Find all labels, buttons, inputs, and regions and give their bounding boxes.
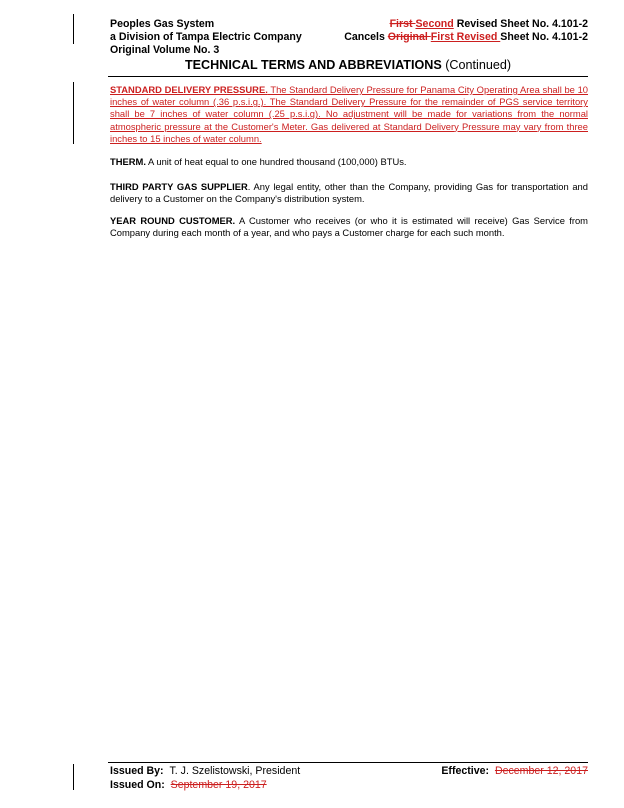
definition-standard-delivery-pressure [110, 84, 588, 145]
volume-label: Original Volume No. 3 [110, 44, 220, 56]
title-rule [108, 76, 588, 77]
revision-bar-top [73, 14, 74, 44]
division-name: a Division of Tampa Electric Company [110, 31, 302, 43]
cancels-deleted-text: Original [387, 31, 431, 43]
text-year-round-customer: A Customer who receives (or who it is estimated will receive) Gas Service from Company during each month of a year, and who pays a Customer charge for each such month. [110, 215, 588, 239]
term-third-party-gas-supplier: THIRD PARTY GAS SUPPLIER [110, 181, 248, 192]
term-therm: THERM. [110, 156, 146, 167]
sheet-rest-text: Revised Sheet No. 4.101-2 [453, 18, 588, 30]
term-standard-delivery-pressure: STANDARD DELIVERY PRESSURE. [110, 84, 268, 95]
cancels-rest-text: Sheet No. 4.101-2 [500, 31, 588, 43]
text-therm: A unit of heat equal to one hundred thousand (100,000) BTUs. [145, 156, 407, 167]
issued-on-deleted-date: September 19, 2017 [170, 779, 267, 791]
effective-date [441, 765, 588, 778]
sheet-deleted-text: First [389, 18, 416, 30]
cancels-sheet [344, 31, 588, 44]
definition-therm [110, 156, 588, 168]
page-title [108, 58, 588, 73]
revision-bar-content [73, 82, 74, 144]
cancels-inserted-text: First Revised [430, 31, 501, 43]
page-title-suffix: (Continued) [441, 58, 512, 72]
issued-on-label: Issued On: [110, 779, 165, 791]
issued-by [110, 765, 300, 778]
issued-by-label: Issued By: [110, 765, 164, 777]
page-title-main: TECHNICAL TERMS AND ABBREVIATIONS [184, 58, 442, 72]
definition-third-party-gas-supplier [110, 181, 588, 205]
company-name: Peoples Gas System [110, 18, 215, 30]
cancels-prefix: Cancels [344, 31, 388, 43]
sheet-number [390, 18, 588, 31]
footer-rule [108, 762, 588, 763]
effective-label: Effective: [441, 765, 490, 777]
issued-on [110, 779, 267, 792]
issued-by-value: T. J. Szelistowski, President [169, 765, 301, 777]
sheet-inserted-text: Second [415, 18, 454, 30]
effective-deleted-date: December 12, 2017 [494, 765, 588, 777]
term-year-round-customer: YEAR ROUND CUSTOMER. [110, 215, 236, 226]
text-third-party-gas-supplier: . Any legal entity, other than the Company, providing Gas for transportation and delivery to a Customer on the Company's distribution system. [110, 181, 588, 205]
revision-bar-footer [73, 764, 74, 790]
text-standard-delivery-pressure: The Standard Delivery Pressure for Panama City Operating Area shall be 10 inches of water column (.36 p.s.i.g.). The Standard Delivery Pressure for the remainder of PGS service territory shall be 7 inches of water column (.25 p.s.i.g). No adjustment will be made for variations from the normal atmospheric pressure at the Customer's Meter. Gas delivered at Standard Delivery Pressure may vary from three inches to 15 inches of water column. [110, 84, 589, 144]
definition-year-round-customer [110, 215, 588, 239]
